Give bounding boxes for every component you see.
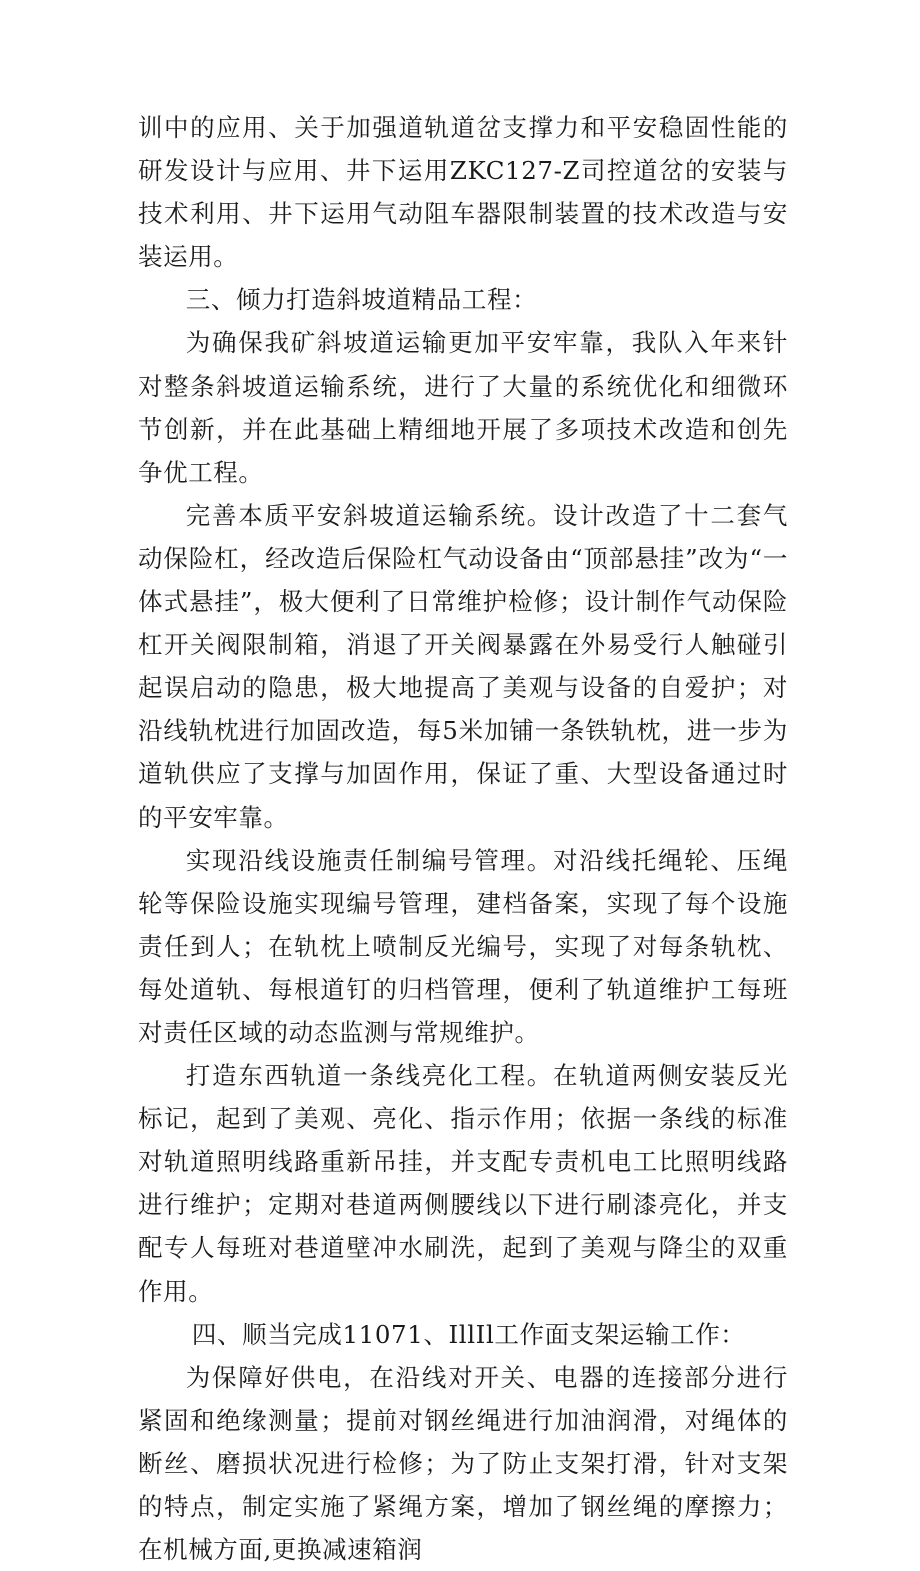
paragraph: 为保障好供电，在沿线对开关、电器的连接部分进行紧固和绝缘测量；提前对钢丝绳进行加油润滑，对绳体的断丝、磨损状况进行检修；为了防止支架打滑，针对支架的特点，制定实施了紧绳方案，增加了钢丝绳的摩擦力；在机械方面,更换减速箱润 <box>138 1362 788 1565</box>
document-body <box>138 106 788 1571</box>
section-heading-4: 四、顺当完成11071、IllIl工作面支架运输工作： <box>191 1319 746 1349</box>
paragraph: 为确保我矿斜坡道运输更加平安牢靠，我队入年来针对整条斜坡道运输系统，进行了大量的系统优化和细微环节创新，并在此基础上精细地开展了多项技术改造和创先争优工程。 <box>138 328 788 487</box>
paragraph-continuation: 训中的应用、关于加强道轨道岔支撑力和平安稳固性能的研发设计与应用、井下运用ZKC127-Z司控道岔的安装与技术利用、井下运用气动阻车器限制装置的技术改造与安装运用。 <box>138 113 788 272</box>
section-heading-3: 三、倾力打造斜坡道精品工程： <box>185 285 538 315</box>
paragraph: 打造东西轨道一条线亮化工程。在轨道两侧安装反光标记，起到了美观、亮化、指示作用；依据一条线的标准对轨道照明线路重新吊挂，并支配专责机电工比照明线路进行维护；定期对巷道两侧腰线以下进行刷漆亮化，并支配专人每班对巷道壁冲水刷洗，起到了美观与降尘的双重作用。 <box>138 1061 788 1306</box>
paragraph: 完善本质平安斜坡道运输系统。设计改造了十二套气动保险杠，经改造后保险杠气动设备由“顶部悬挂”改为“一体式悬挂”，极大便利了日常维护检修；设计制作气动保险杠开关阀限制箱，消退了开关阀暴露在外易受行人触碰引起误启动的隐患，极大地提高了美观与设备的自爱护；对沿线轨枕进行加固改造，每5米加铺一条铁轨枕，进一步为道轨供应了支撑与加固作用，保证了重、大型设备通过时的平安牢靠。 <box>138 500 788 832</box>
paragraph: 实现沿线设施责任制编号管理。对沿线托绳轮、压绳轮等保险设施实现编号管理，建档备案，实现了每个设施责任到人；在轨枕上喷制反光编号，实现了对每条轨枕、每处道轨、每根道钉的归档管理，便利了轨道维护工每班对责任区域的动态监测与常规维护。 <box>138 845 788 1047</box>
